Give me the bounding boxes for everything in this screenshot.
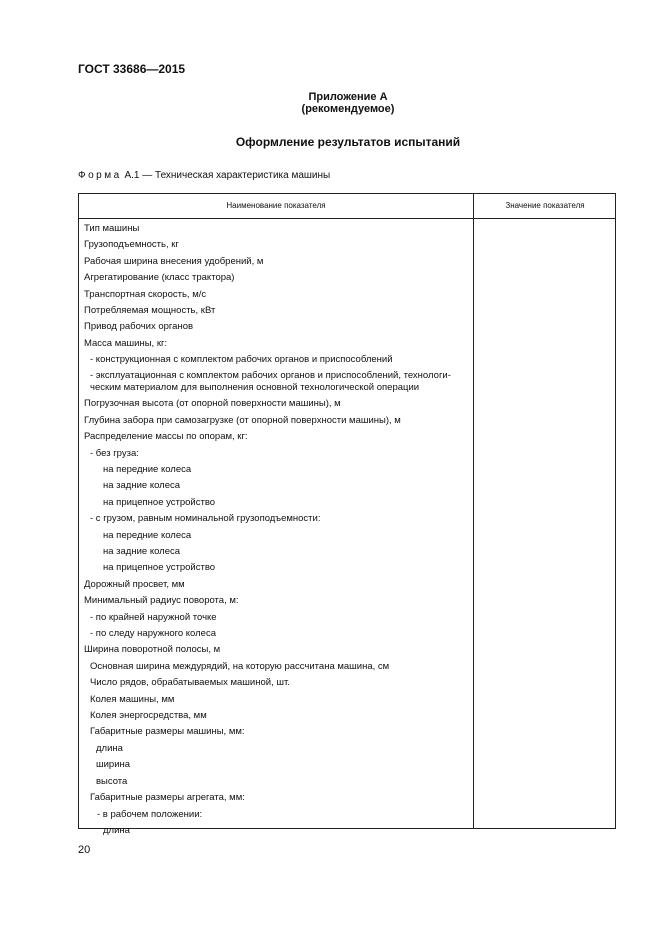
table-row — [84, 369, 472, 397]
table-row: - по крайней наружной точке — [90, 611, 217, 623]
table-row: Дорожный просвет, мм — [84, 578, 185, 590]
table-row-line: - эксплуатационная с комплектом рабочих органов и приспособлений, технологи- — [90, 370, 451, 382]
form-label-text: А.1 — Техническая характеристика машины — [121, 170, 331, 181]
table-row: Погрузочная высота (от опорной поверхности машины), м — [84, 398, 341, 410]
table-row: на задние колеса — [103, 546, 181, 557]
table-row: на задние колеса — [103, 480, 181, 492]
table-row: высота — [96, 775, 128, 787]
table-row: Глубина забора при самозагрузке (от опорной поверхности машины), м — [84, 414, 401, 426]
standard-number: ГОСТ 33686—2015 — [78, 62, 186, 76]
table-rows — [84, 221, 472, 839]
table-row: Минимальный радиус поворота, м: — [84, 595, 239, 607]
table-row: Потребляемая мощность, кВт — [84, 305, 216, 317]
appendix-subtitle: (рекомендуемое) — [301, 103, 395, 115]
table-row: Габаритные размеры агрегата, мм: — [90, 792, 245, 804]
table-row: - без груза: — [90, 447, 139, 459]
column-divider — [473, 194, 474, 828]
table-row: Габаритные размеры машины, мм: — [90, 726, 245, 738]
table-row: на передние колеса — [103, 529, 192, 541]
spec-table — [78, 193, 616, 836]
table-row: Привод рабочих органов — [84, 321, 194, 333]
table-row: Грузоподъемность, кг — [84, 239, 179, 251]
table-row: Рабочая ширина внесения удобрений, м — [84, 255, 264, 267]
table-row: длина — [96, 742, 123, 754]
table-row: длина — [103, 824, 130, 836]
table-row: - по следу наружного колеса — [90, 628, 216, 640]
document-title: Оформление результатов испытаний — [235, 135, 461, 149]
table-row: на прицепное устройство — [103, 496, 216, 508]
table-row: Колея энергосредства, мм — [90, 710, 207, 722]
table-row: на передние колеса — [103, 463, 192, 475]
appendix-title: Приложение А — [308, 91, 388, 103]
form-label — [78, 170, 330, 181]
header-divider — [79, 218, 615, 219]
header-parameter-name: Наименование показателя — [226, 201, 326, 210]
table-row: - в рабочем положении: — [97, 808, 203, 820]
form-label-prefix: Форма — [78, 170, 122, 181]
table-row: Число рядов, обрабатываемых машиной, шт. — [90, 677, 290, 689]
header-parameter-value: Значение показателя — [505, 201, 585, 210]
table-row: ширина — [96, 759, 131, 771]
table-row: Ширина поворотной полосы, м — [84, 644, 221, 656]
page-number: 20 — [78, 844, 91, 856]
table-row: - с грузом, равным номинальной грузоподъемности: — [90, 513, 321, 525]
table-row: - конструкционная с комплектом рабочих органов и приспособлений — [90, 354, 393, 366]
table-row-line: ческим материалом для выполнения основной технологической операции — [90, 381, 420, 393]
table-row: Агрегатирование (класс трактора) — [84, 272, 235, 284]
table-row: Основная ширина междурядий, на которую рассчитана машина, см — [90, 660, 390, 672]
table-row: на прицепное устройство — [103, 562, 216, 574]
table-row: Распределение массы по опорам, кг: — [84, 431, 248, 443]
table-row: Тип машины — [84, 223, 140, 234]
table-row: Транспортная скорость, м/с — [84, 288, 207, 300]
table-row: Колея машины, мм — [90, 693, 175, 705]
table-row: Масса машины, кг: — [84, 337, 168, 349]
